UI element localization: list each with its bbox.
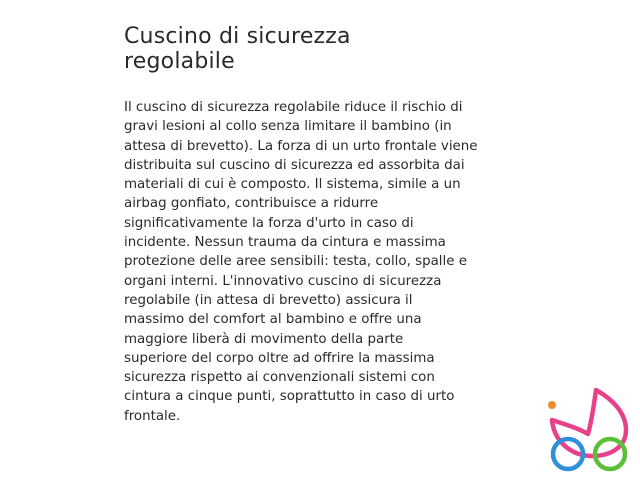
handle-dot (548, 401, 556, 409)
page-title: Cuscino di sicurezza regolabile (124, 24, 351, 74)
stroller-frame (552, 390, 626, 456)
article (124, 24, 524, 426)
stroller-icon (542, 384, 634, 476)
article-body: Il cuscino di sicurezza regolabile riduce il rischio di gravi lesioni al collo senza limitare il bambino (in attesa di brevetto). La forza di un urto frontale viene distribuita sul cuscino di sicurezza ed assorbita dai materiali di cui è composto. Il sistema, simile a un airbag gonfiato, contribuisce a ridurre significativamente la forza d'urto in caso di incidente. Nessun trauma da cintura e massima protezione delle aree sensibili: testa, collo, spalle e organi interni. L'innovativo cuscino di sicurezza regolabile (in attesa di brevetto) assicura il massimo del comfort al bambino e offre una maggiore liberà di movimento della parte superiore del corpo oltre ad offrire la massima sicurezza rispetto ai convenzionali sistemi con cintura a cinque punti, soprattutto in caso di urto frontale. (124, 100, 478, 424)
